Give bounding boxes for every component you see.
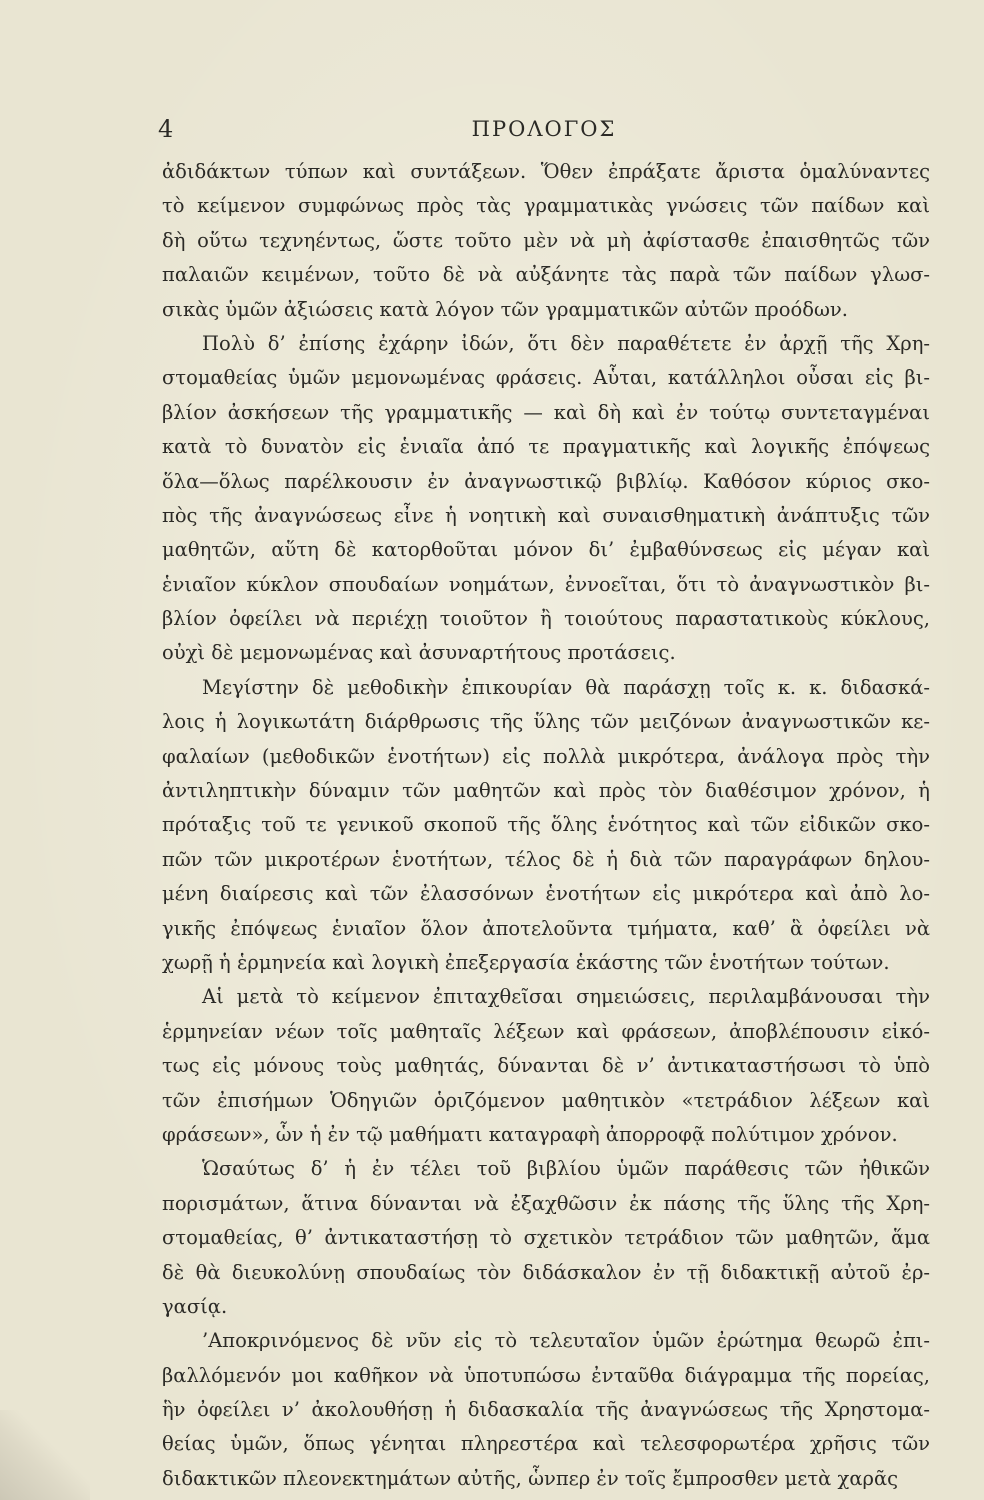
text-line: μαθητῶν, αὕτη δὲ κατορθοῦται μόνον δι’ ἐμβαθύνσεως εἰς μέγαν καὶ (162, 538, 930, 562)
text-line: τως εἰς μόνους τοὺς μαθητάς, δύνανται δὲ ν’ ἀντικαταστήσωσι τὸ ὑπὸ (162, 1054, 930, 1078)
text-line: ἀδιδάκτων τύπων καὶ συντάξεων. Ὅθεν ἐπράξατε ἄριστα ὁμαλύναντες (162, 160, 930, 183)
paragraph (162, 327, 930, 671)
text-line: πορισμάτων, ἅτινα δύνανται νὰ ἐξαχθῶσιν ἐκ πάσης τῆς ὕλης τῆς Χρη- (162, 1191, 930, 1215)
text-line: στομαθείας, θ’ ἀντικαταστήσῃ τὸ σχετικὸν τετράδιον τῶν μαθητῶν, ἅμα (162, 1226, 930, 1250)
running-header (158, 114, 930, 144)
text-line: Πολὺ δ’ ἐπίσης ἐχάρην ἰδών, ὅτι δὲν παραθέτετε ἐν ἀρχῇ τῆς Χρη- (202, 331, 930, 355)
text-line: ἑνιαῖον κύκλον σπουδαίων νοημάτων, ἐννοεῖται, ὅτι τὸ ἀναγνωστικὸν βι- (162, 572, 930, 596)
text-line: βαλλόμενόν μοι καθῆκον νὰ ὑποτυπώσω ἐνταῦθα διάγραμμα τῆς πορείας, (162, 1363, 930, 1387)
paragraph (162, 671, 930, 981)
page-number: 4 (158, 115, 174, 143)
text-line: θείας ὑμῶν, ὅπως γένηται πληρεστέρα καὶ τελεσφορωτέρα χρῆσις τῶν (162, 1432, 930, 1456)
text-line: στομαθείας ὑμῶν μεμονωμένας φράσεις. Αὗται, κατάλληλοι οὖσαι εἰς βι- (162, 366, 930, 390)
paragraph (162, 980, 930, 1152)
text-line: μένη διαίρεσις καὶ τῶν ἐλασσόνων ἑνοτήτων εἰς μικρότερα καὶ ἀπὸ λο- (162, 882, 930, 906)
text-line: φαλαίων (μεθοδικῶν ἑνοτήτων) εἰς πολλὰ μικρότερα, ἀνάλογα πρὸς τὴν (162, 744, 930, 768)
text-line: τῶν ἐπισήμων Ὁδηγιῶν ὁριζόμενον μαθητικὸν «τετράδιον λέξεων καὶ (162, 1088, 930, 1112)
text-line: Αἱ μετὰ τὸ κείμενον ἐπιταχθεῖσαι σημειώσεις, περιλαμβάνουσαι τὴν (202, 985, 930, 1009)
text-line: ἑρμηνείαν νέων τοῖς μαθηταῖς λέξεων καὶ φράσεων, ἀποβλέπουσιν εἰκό- (162, 1019, 930, 1043)
paragraph (162, 155, 930, 327)
text-line: δὴ οὕτω τεχνηέντως, ὥστε τοῦτο μὲν νὰ μὴ ἀφίστασθε ἐπαισθητῶς τῶν (162, 228, 930, 252)
text-line: πὸς τῆς ἀναγνώσεως εἶνε ἡ νοητικὴ καὶ συναισθηματικὴ ἀνάπτυξις τῶν (162, 503, 930, 527)
paragraph (162, 1152, 930, 1324)
text-line: ἀντιληπτικὴν δύναμιν τῶν μαθητῶν καὶ πρὸς τὸν διαθέσιμον χρόνον, ἡ (162, 779, 930, 803)
text-line: βλίον ἀσκήσεων τῆς γραμματικῆς — καὶ δὴ καὶ ἐν τούτῳ συντεταγμέναι (162, 400, 930, 424)
running-title: ΠΡΟΛΟΓΟΣ (471, 117, 617, 141)
page-corner-shadow (0, 1410, 90, 1500)
paragraph (162, 1324, 930, 1496)
text-line: οὐχὶ δὲ μεμονωμένας καὶ ἀσυναρτήτους προτάσεις. (162, 641, 676, 665)
text-line: ἣν ὀφείλει ν’ ἀκολουθήσῃ ἡ διδασκαλία τῆς ἀναγνώσεως τῆς Χρηστομα- (162, 1398, 930, 1422)
text-line: φράσεων», ὧν ἡ ἐν τῷ μαθήματι καταγραφὴ ἀπορροφᾷ πολύτιμον χρόνον. (162, 1122, 898, 1146)
text-line: σικὰς ὑμῶν ἀξιώσεις κατὰ λόγον τῶν γραμματικῶν αὐτῶν προόδων. (162, 297, 848, 321)
text-line: ὅλα—ὅλως παρέλκουσιν ἐν ἀναγνωστικῷ βιβλίῳ. Καθόσον κύριος σκο- (162, 469, 930, 493)
text-line: βλίον ὀφείλει νὰ περιέχῃ τοιοῦτον ἢ τοιούτους παραστατικοὺς κύκλους, (162, 607, 930, 631)
text-line: παλαιῶν κειμένων, τοῦτο δὲ νὰ αὐξάνητε τὰς παρὰ τῶν παίδων γλωσ- (162, 263, 930, 287)
text-line: ’Αποκρινόμενος δὲ νῦν εἰς τὸ τελευταῖον ὑμῶν ἐρώτημα θεωρῶ ἐπι- (202, 1329, 930, 1353)
text-line: χωρῇ ἡ ἑρμηνεία καὶ λογικὴ ἐπεξεργασία ἑκάστης τῶν ἑνοτήτων τούτων. (162, 950, 890, 974)
text-line: κατὰ τὸ δυνατὸν εἰς ἑνιαῖα ἀπό τε πραγματικῆς καὶ λογικῆς ἐπόψεως (162, 435, 930, 459)
text-line: λοις ἡ λογικωτάτη διάρθρωσις τῆς ὕλης τῶν μειζόνων ἀναγνωστικῶν κε- (162, 710, 930, 734)
text-line: γικῆς ἐπόψεως ἑνιαῖον ὅλον ἀποτελοῦντα τμήματα, καθ’ ἃ ὀφείλει νὰ (162, 916, 930, 940)
text-line: πρόταξις τοῦ τε γενικοῦ σκοποῦ τῆς ὅλης ἑνότητος καὶ τῶν εἰδικῶν σκο- (162, 813, 930, 837)
text-line: τὸ κείμενον συμφώνως πρὸς τὰς γραμματικὰς γνώσεις τῶν παίδων καὶ (162, 194, 930, 218)
text-line: δὲ θὰ διευκολύνῃ σπουδαίως τὸν διδάσκαλον ἐν τῇ διδακτικῇ αὐτοῦ ἐρ- (162, 1260, 930, 1284)
text-line: Μεγίστην δὲ μεθοδικὴν ἐπικουρίαν θὰ παράσχῃ τοῖς κ. κ. διδασκά- (202, 675, 930, 699)
text-line: γασίᾳ. (162, 1294, 228, 1318)
text-line: Ὡσαύτως δ’ ἡ ἐν τέλει τοῦ βιβλίου ὑμῶν παράθεσις τῶν ἠθικῶν (202, 1157, 930, 1181)
body-text (162, 155, 930, 1496)
text-line: πῶν τῶν μικροτέρων ἑνοτήτων, τέλος δὲ ἡ διὰ τῶν παραγράφων δηλου- (162, 847, 930, 871)
text-line: διδακτικῶν πλεονεκτημάτων αὐτῆς, ὧνπερ ἐν τοῖς ἔμπροσθεν μετὰ χαρᾶς (162, 1466, 899, 1490)
